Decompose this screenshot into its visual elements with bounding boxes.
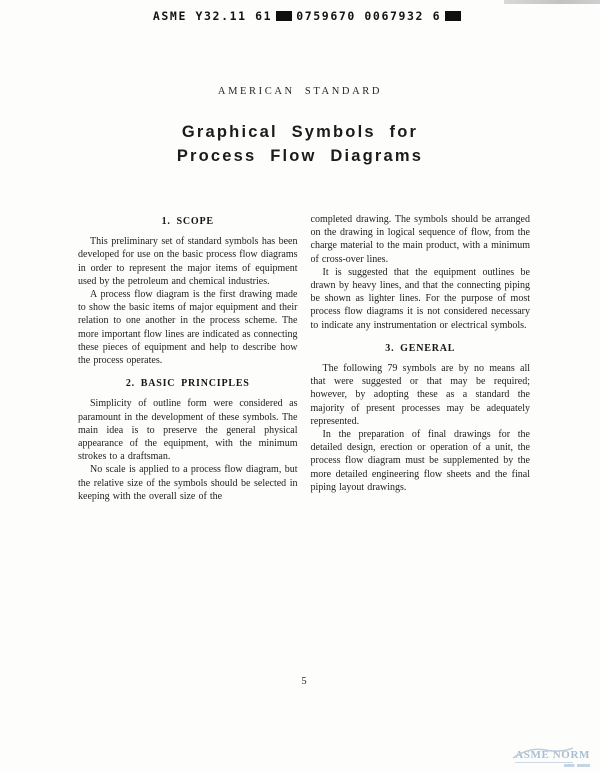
section-heading-scope: 1. SCOPE [161, 216, 214, 227]
paragraph: A process flow diagram is the first drawing made to show the basic items of major equipment and their relation to one another in the process scheme. The more important flow lines are indicated as connecting these pieces of equipment and help to describe how the process operates. [78, 289, 298, 367]
section-heading-basic-principles: 2. BASIC PRINCIPLES [125, 378, 250, 390]
document-title [0, 120, 600, 168]
redaction-block-icon [276, 11, 292, 21]
section-heading-general: 3. GENERAL [385, 342, 456, 354]
paragraph: In the preparation of final drawings for the detailed design, erection or operation of a unit, the process flow diagram must be supplemented by the more detailed engineering flow sheets and the final piping layout drawings. [310, 429, 530, 493]
two-column-body [78, 205, 530, 503]
standard-code-left: ASME Y32.11 61 [152, 9, 273, 23]
redaction-block-icon [445, 11, 461, 21]
title-line-1: Graphical Symbols for [181, 123, 419, 141]
right-column [311, 205, 531, 503]
paragraph: The following 79 symbols are by no means all that were suggested or that may be required; however, by adopting these as a standard the majority of present processes may be adequately represented. [310, 363, 530, 427]
paragraph-continuation: completed drawing. The symbols should be arranged on the drawing in logical sequence of flow, from the charge material to the main product, with a minimum of cross-over lines. [310, 214, 530, 265]
left-column [78, 205, 298, 503]
watermark-subtext [564, 764, 590, 767]
paragraph: This preliminary set of standard symbols has been developed for use on the basic process flow diagrams in order to represent the major items of equipment used by the petroleum and chemical industries. [78, 236, 298, 287]
page-number: 5 [301, 676, 307, 687]
title-line-2: Process Flow Diagrams [176, 147, 424, 165]
paragraph: Simplicity of outline form were considered as paramount in the development of these symbols. The main idea is to preserve the general physical appearance of the equipment, with the minimum strokes to a draftsman. [78, 398, 298, 463]
watermark-label: ASME NORM [515, 749, 590, 761]
watermark-underline [515, 762, 573, 763]
standard-code-header [0, 9, 600, 23]
watermark-text [515, 749, 590, 761]
asme-norm-watermark [515, 748, 590, 767]
scan-artifact-strip [504, 0, 600, 4]
standard-label: AMERICAN STANDARD [217, 86, 383, 97]
paragraph: It is suggested that the equipment outlines be drawn by heavy lines, and that the connecting piping be shown as lighter lines. For the purpose of most process flow diagrams it is not considered necessary to indicate any instrumentation or electrical symbols. [310, 266, 530, 331]
standard-code-right: 0759670 0067932 6 [296, 9, 442, 23]
paragraph: No scale is applied to a process flow diagram, but the relative size of the symbols should be selected in keeping with the overall size of the [78, 464, 298, 502]
